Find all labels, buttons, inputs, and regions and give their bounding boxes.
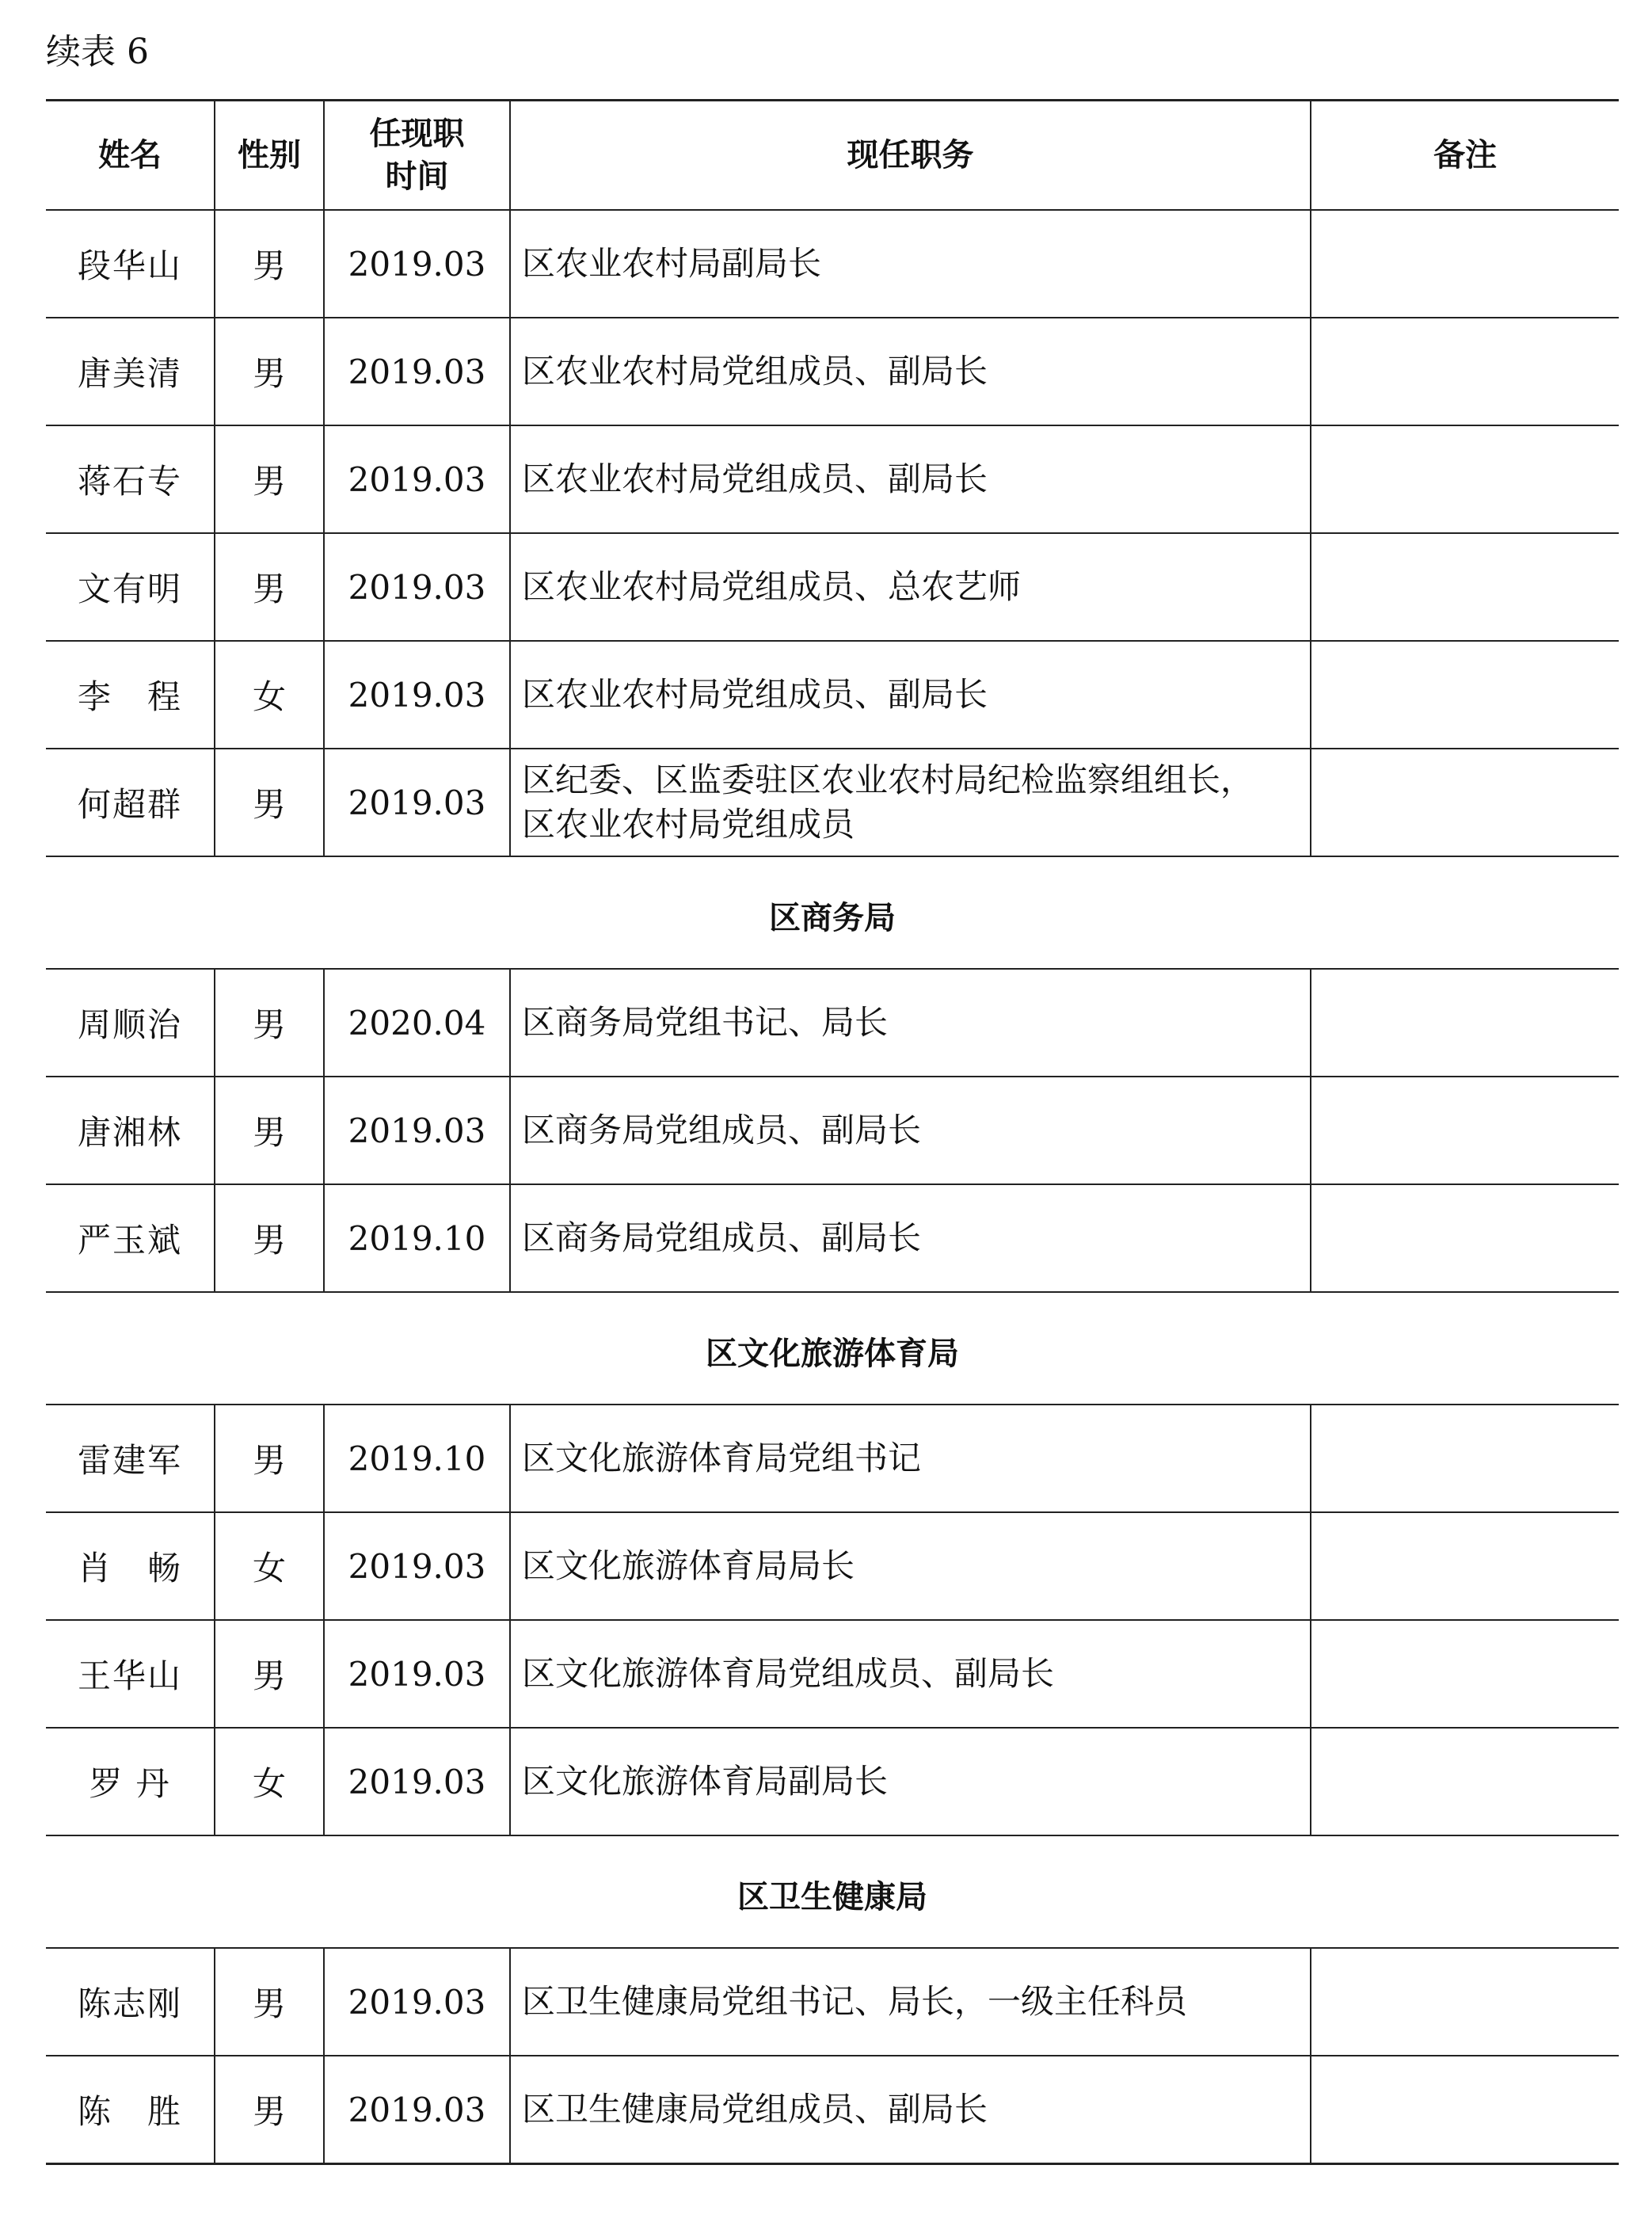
post-line: 区商务局党组成员、副局长 <box>522 1111 922 1149</box>
table-row <box>46 425 1619 533</box>
post-line: 区农业农村局党组成员 <box>522 805 855 844</box>
cell-name: 李 程 <box>46 641 215 749</box>
header-date-line1: 任现职 <box>369 116 465 152</box>
cell-note <box>1311 1728 1619 1835</box>
cell-name: 陈 胜 <box>46 2056 215 2164</box>
cell-note <box>1311 1948 1619 2056</box>
cell-post <box>510 318 1311 425</box>
cell-gender: 男 <box>215 969 324 1077</box>
cell-name: 唐美清 <box>46 318 215 425</box>
post-line: 区文化旅游体育局副局长 <box>522 1762 889 1801</box>
cell-name: 唐湘林 <box>46 1077 215 1184</box>
table-row <box>46 969 1619 1077</box>
cell-date: 2019.03 <box>324 533 510 641</box>
cell-post <box>510 210 1311 318</box>
header-note: 备注 <box>1311 101 1619 211</box>
cell-note <box>1311 1620 1619 1728</box>
table-body <box>46 210 1619 2164</box>
table-header <box>46 101 1619 211</box>
cell-name: 肖 畅 <box>46 1512 215 1620</box>
section-row <box>46 856 1619 969</box>
post-line: 区文化旅游体育局局长 <box>522 1546 855 1585</box>
table-row <box>46 210 1619 318</box>
cell-date: 2019.03 <box>324 1077 510 1184</box>
cell-date: 2019.03 <box>324 318 510 425</box>
cell-name: 段华山 <box>46 210 215 318</box>
cell-name: 文有明 <box>46 533 215 641</box>
cell-date: 2019.03 <box>324 2056 510 2164</box>
cell-gender: 男 <box>215 2056 324 2164</box>
cell-note <box>1311 318 1619 425</box>
post-line: 区纪委、区监委驻区农业农村局纪检监察组组长， <box>522 760 1254 799</box>
section-row <box>46 1835 1619 1948</box>
cell-post <box>510 1077 1311 1184</box>
cell-gender: 男 <box>215 425 324 533</box>
cell-post <box>510 533 1311 641</box>
cell-note <box>1311 749 1619 856</box>
table-row <box>46 1948 1619 2056</box>
cell-note <box>1311 210 1619 318</box>
section-title: 区卫生健康局 <box>46 1835 1619 1948</box>
cell-date: 2019.03 <box>324 1728 510 1835</box>
post-line: 区农业农村局副局长 <box>522 244 822 283</box>
table-row <box>46 318 1619 425</box>
cell-note <box>1311 1405 1619 1512</box>
post-line: 区卫生健康局党组书记、局长，一级主任科员 <box>522 1982 1188 2021</box>
header-gender: 性别 <box>215 101 324 211</box>
cell-gender: 男 <box>215 1184 324 1292</box>
post-line: 区农业农村局党组成员、总农艺师 <box>522 567 1022 606</box>
cell-name: 蒋石专 <box>46 425 215 533</box>
table-caption: 续表 6 <box>46 32 149 72</box>
cell-post <box>510 1728 1311 1835</box>
cell-post <box>510 1948 1311 2056</box>
cell-name: 周顺治 <box>46 969 215 1077</box>
cell-date: 2019.10 <box>324 1405 510 1512</box>
section-row <box>46 1292 1619 1405</box>
cell-date: 2019.03 <box>324 210 510 318</box>
section-title: 区商务局 <box>46 856 1619 969</box>
cell-name: 严玉斌 <box>46 1184 215 1292</box>
post-line: 区文化旅游体育局党组成员、副局长 <box>522 1654 1055 1693</box>
cell-post <box>510 425 1311 533</box>
cell-post <box>510 2056 1311 2164</box>
header-name: 姓名 <box>46 101 215 211</box>
cell-note <box>1311 969 1619 1077</box>
cell-note <box>1311 2056 1619 2164</box>
personnel-table <box>46 99 1619 2165</box>
cell-date: 2019.03 <box>324 1512 510 1620</box>
cell-date: 2020.04 <box>324 969 510 1077</box>
post-line: 区农业农村局党组成员、副局长 <box>522 675 988 714</box>
table-row <box>46 1620 1619 1728</box>
cell-gender: 男 <box>215 210 324 318</box>
cell-date: 2019.03 <box>324 749 510 856</box>
cell-note <box>1311 425 1619 533</box>
post-line: 区商务局党组书记、局长 <box>522 1003 889 1042</box>
cell-date: 2019.03 <box>324 1948 510 2056</box>
table-row <box>46 749 1619 856</box>
cell-gender: 男 <box>215 318 324 425</box>
cell-gender: 男 <box>215 1405 324 1512</box>
cell-gender: 男 <box>215 1948 324 2056</box>
cell-date: 2019.03 <box>324 1620 510 1728</box>
cell-name: 雷建军 <box>46 1405 215 1512</box>
cell-gender: 男 <box>215 533 324 641</box>
cell-note <box>1311 1184 1619 1292</box>
post-line: 区卫生健康局党组成员、副局长 <box>522 2090 988 2129</box>
cell-gender: 男 <box>215 1620 324 1728</box>
table-row <box>46 533 1619 641</box>
cell-note <box>1311 533 1619 641</box>
header-date-line2: 时间 <box>385 158 449 195</box>
table-row <box>46 1728 1619 1835</box>
cell-note <box>1311 641 1619 749</box>
cell-name: 何超群 <box>46 749 215 856</box>
cell-post <box>510 1184 1311 1292</box>
cell-note <box>1311 1077 1619 1184</box>
cell-gender: 男 <box>215 749 324 856</box>
cell-post <box>510 749 1311 856</box>
table-row <box>46 1184 1619 1292</box>
cell-date: 2019.10 <box>324 1184 510 1292</box>
post-line: 区农业农村局党组成员、副局长 <box>522 352 988 391</box>
section-title: 区文化旅游体育局 <box>46 1292 1619 1405</box>
cell-name: 陈志刚 <box>46 1948 215 2056</box>
header-date <box>324 101 510 211</box>
cell-post <box>510 1405 1311 1512</box>
cell-date: 2019.03 <box>324 641 510 749</box>
post-line: 区商务局党组成员、副局长 <box>522 1218 922 1257</box>
table-row <box>46 1077 1619 1184</box>
cell-note <box>1311 1512 1619 1620</box>
header-post: 现任职务 <box>510 101 1311 211</box>
table-row <box>46 641 1619 749</box>
cell-post <box>510 1620 1311 1728</box>
cell-gender: 女 <box>215 641 324 749</box>
post-line: 区农业农村局党组成员、副局长 <box>522 459 988 498</box>
cell-gender: 男 <box>215 1077 324 1184</box>
cell-name: 罗 丹 <box>46 1728 215 1835</box>
header-row <box>46 101 1619 211</box>
post-line: 区文化旅游体育局党组书记 <box>522 1439 922 1477</box>
table-row <box>46 1405 1619 1512</box>
table-row <box>46 1512 1619 1620</box>
cell-post <box>510 1512 1311 1620</box>
cell-date: 2019.03 <box>324 425 510 533</box>
cell-post <box>510 969 1311 1077</box>
table-row <box>46 2056 1619 2164</box>
cell-post <box>510 641 1311 749</box>
cell-gender: 女 <box>215 1728 324 1835</box>
cell-name: 王华山 <box>46 1620 215 1728</box>
cell-gender: 女 <box>215 1512 324 1620</box>
